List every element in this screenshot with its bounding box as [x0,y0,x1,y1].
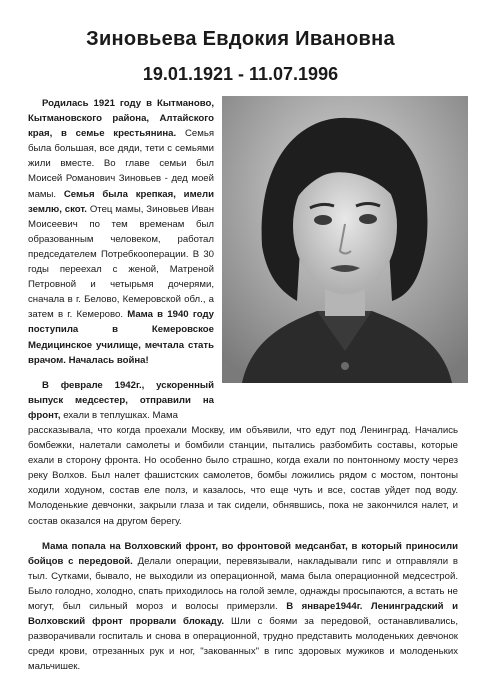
paragraph-journey [28,423,458,529]
paragraph-childhood [28,96,214,368]
father-text: Отец мамы, Зиновьев Иван Моисеевич по тем временам был образованным человеком, работал председателем Потребкооперации. В 30 годы переехал с женой, Матреной Петровной и четырьмя дочерями, сначала в г. Белово, Кемеровской обл., а затем в г. Кемерово. [28,203,215,321]
page-title: Зиновьева Евдокия Ивановна [86,28,395,50]
medsanbat-sentence: Мама попала на Волховский фронт, во фронтовой медсанбат, в который приносили бойцов с передовой. [28,540,458,567]
paragraph-medsanbat [28,539,458,675]
family-strong-text: Семья была крепкая, имели землю, скот. [28,188,214,215]
biography-text [28,96,458,674]
college-text: Мама в 1940 году поступила в Кемеровское Медицинское училище, мечтала стать врачом. Началась война! [28,309,214,366]
birth-sentence: Родилась 1921 году в Кытманово, Кытмановского района, Алтайского края, в семье крестьянина. [28,98,214,140]
blockade-sentence: В январе1944г. Ленинградский и Волховский фронт прорвали блокаду. [28,601,458,628]
front-sentence: В феврале 1942г., ускоренный выпуск медсестер, отправили на фронт, [28,379,214,421]
train-text: ехали в теплушках. Мама [60,409,178,421]
paragraph-front-start [28,378,214,423]
journey-text: рассказывала, что когда проехали Москву, им объявили, что едут под Ленинград. Начались бомбежки, налетали самолеты и бомбили станции, пытались разбомбить составы, которые ехали в сторону фронта. Но особенно было страшно, когда ехали по понтонному мосту через реку Волхов. Был налет фашистских самолетов, бомбы ложились рядом с мостом, понтоны ходили ходуном, состав еле полз, и казалось, что еще чуть и все, состав уйдет под воду. Молоденькие девчонки, закрыли глаза и так сидели, обнявшись, пока не закончился налет, и состав оказался на другом берегу. [28,424,458,527]
life-dates: 19.01.1921 - 11.07.1996 [142,64,339,84]
operations-text: Делали операции, перевязывали, накладывали гипс и отправляли в тыл. Сутками, бывало, не выходили из операционной, мама была операционной медсестрой. Было голодно, холодно, спать приходилось на голой земле, однажды просыпаются, а встать не могут, был сильный мороз и волосы примерзли. [28,555,458,612]
family-text: Семья была большая, все дяди, тети с семьями жили вместе. Во главе семьи был Моисей Романович Зиновьев - дед моей мамы. [28,128,215,200]
hospital-text: Шли с боями за передовой, останавливались, разворачивали госпиталь и снова в операционной, трудно представить молоденьких девчонок среди крови, отрезанных рук и ног, "закованных" в гипс здоровых мужиков и молоденьких мальчишек. [28,616,458,673]
